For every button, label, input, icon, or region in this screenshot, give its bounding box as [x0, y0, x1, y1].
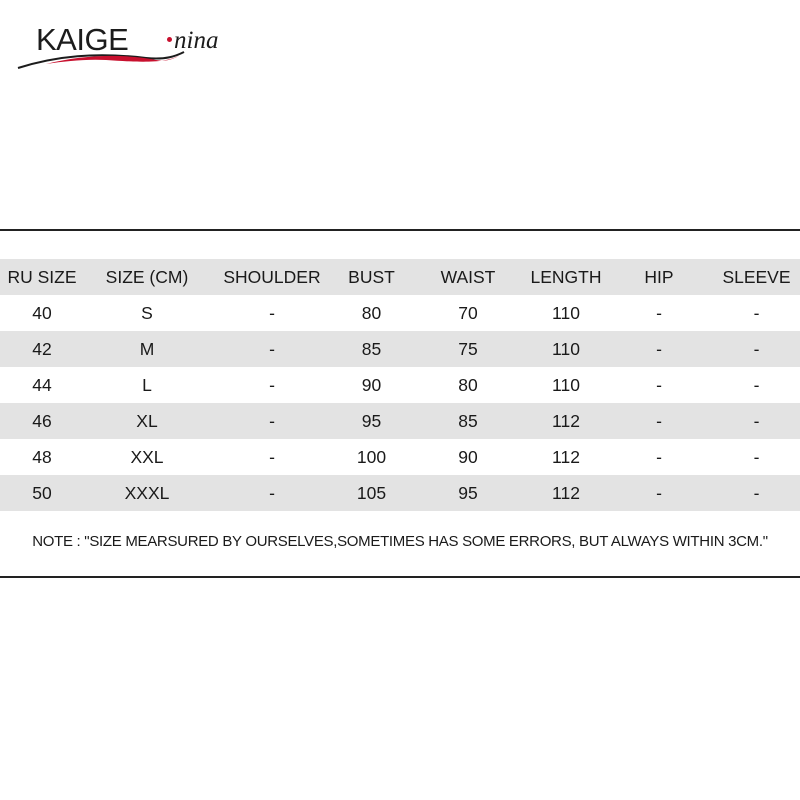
table-cell: 46	[32, 410, 52, 431]
size-chart-table	[0, 259, 800, 511]
header-cell: RU SIZE	[7, 266, 77, 287]
table-cell: -	[656, 302, 662, 323]
table-cell: -	[656, 446, 662, 467]
table-cell: 110	[552, 302, 580, 323]
table-cell: XL	[136, 410, 158, 431]
table-cell: 112	[552, 410, 580, 431]
measurement-note: NOTE : "SIZE MEARSURED BY OURSELVES,SOMETIMES HAS SOME ERRORS, BUT ALWAYS WITHIN 3CM."	[32, 533, 768, 550]
header-cell: WAIST	[440, 266, 496, 287]
table-row	[0, 331, 800, 367]
table-cell: 95	[361, 410, 382, 431]
table-cell: 48	[32, 446, 52, 467]
table-cell: -	[269, 302, 275, 323]
table-cell: -	[269, 482, 275, 503]
table-cell: 75	[458, 338, 478, 359]
table-cell: -	[753, 338, 760, 359]
table-cell: 50	[32, 482, 52, 503]
table-cell: -	[753, 410, 760, 431]
table-cell: 80	[361, 302, 382, 323]
table-cell: XXXL	[124, 482, 170, 503]
table-cell: 95	[458, 482, 478, 503]
table-cell: 40	[32, 302, 52, 323]
table-row	[0, 475, 800, 511]
header-cell: LENGTH	[530, 266, 602, 287]
header-cell: SLEEVE	[722, 266, 791, 287]
table-row	[0, 295, 800, 331]
table-cell: -	[269, 446, 275, 467]
header-row	[0, 259, 800, 295]
table-cell: M	[139, 338, 155, 359]
table-cell: 70	[458, 302, 478, 323]
header-cell: BUST	[348, 266, 395, 287]
table-cell: 110	[552, 338, 580, 359]
table-cell: -	[753, 302, 760, 323]
table-cell: 85	[458, 410, 478, 431]
table-cell: L	[142, 374, 152, 395]
table-cell: -	[269, 374, 275, 395]
table-row	[0, 367, 800, 403]
table-cell: 90	[458, 446, 478, 467]
table-cell: 44	[32, 374, 52, 395]
bottom-divider	[0, 576, 800, 578]
table-cell: -	[753, 446, 760, 467]
table-cell: -	[753, 482, 760, 503]
table-cell: 112	[552, 446, 580, 467]
brand-name: KAIGE	[36, 22, 129, 57]
table-cell: -	[656, 338, 662, 359]
header-cell: SHOULDER	[223, 266, 321, 287]
table-cell: S	[141, 302, 153, 323]
table-row	[0, 439, 800, 475]
swoosh-icon	[16, 46, 256, 72]
header-cell: SIZE (CM)	[105, 266, 189, 287]
header-cell: HIP	[644, 266, 674, 287]
table-cell: 90	[361, 374, 382, 395]
table-cell: 80	[458, 374, 478, 395]
table-cell: 112	[552, 482, 580, 503]
table-cell: 105	[356, 482, 387, 503]
table-cell: -	[269, 338, 275, 359]
brand-logo	[16, 18, 256, 74]
top-divider	[0, 229, 800, 231]
table-cell: 85	[361, 338, 382, 359]
table-cell: 42	[32, 338, 52, 359]
table-cell: 110	[552, 374, 580, 395]
table-cell: 100	[356, 446, 387, 467]
brand-dot-icon	[167, 37, 172, 42]
table-cell: -	[753, 374, 760, 395]
table-cell: -	[656, 374, 662, 395]
table-cell: -	[269, 410, 275, 431]
table-cell: XXL	[130, 446, 164, 467]
table-row	[0, 403, 800, 439]
brand-sub: nina	[174, 27, 219, 54]
table-cell: -	[656, 410, 662, 431]
table-cell: -	[656, 482, 662, 503]
